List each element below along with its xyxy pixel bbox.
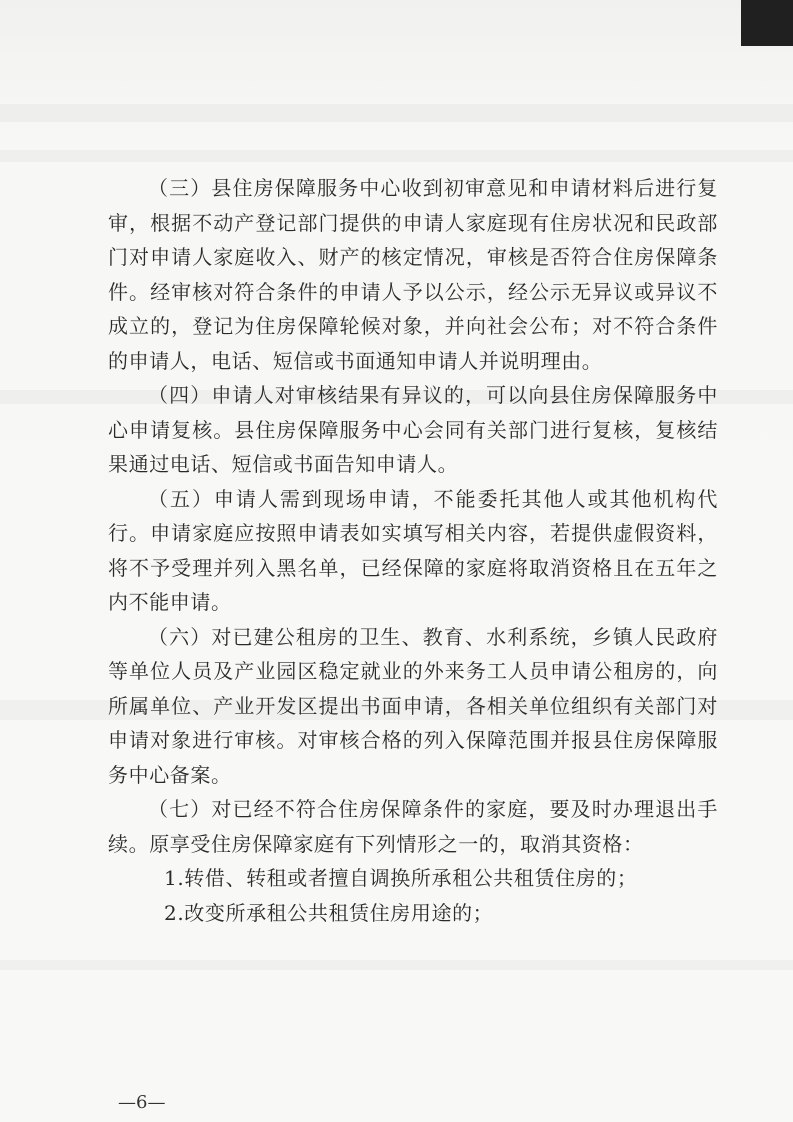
scan-artifact xyxy=(0,960,793,970)
page-number: —6— xyxy=(118,1092,166,1113)
scanner-corner-mark xyxy=(741,0,793,46)
list-item-1: 1.转借、转租或者擅自调换所承租公共租赁住房的； xyxy=(164,866,638,890)
paragraph-3: （三）县住房保障服务中心收到初审意见和申请材料后进行复审，根据不动产登记部门提供的申请人家庭现有住房状况和民政部门对申请人家庭收入、财产的核定情况，审核是否符合住房保障条件。经审核对符合条件的申请人予以公示，经公示无异议或异议不成立的，登记为住房保障轮候对象，并向社会公布；对不符合条件的申请人，电话、短信或书面通知申请人并说明理由。 xyxy=(108,176,718,373)
paragraph-4: （四）申请人对审核结果有异议的，可以向县住房保障服务中心申请复核。县住房保障服务中心会同有关部门进行复核，复核结果通过电话、短信或书面告知申请人。 xyxy=(108,383,718,476)
paragraph-5: （五）申请人需到现场申请，不能委托其他人或其他机构代行。申请家庭应按照申请表如实填写相关内容，若提供虚假资料，将不予受理并列入黑名单，已经保障的家庭将取消资格且在五年之内不能申请。 xyxy=(108,486,718,614)
paragraph-7: （七）对已经不符合住房保障条件的家庭，要及时办理退出手续。原享受住房保障家庭有下列情形之一的，取消其资格： xyxy=(108,797,718,856)
document-body xyxy=(108,171,718,930)
list-item-2: 2.改变所承租公共租赁住房用途的； xyxy=(164,900,494,925)
scan-artifact xyxy=(0,104,793,122)
paragraph-6: （六）对已建公租房的卫生、教育、水利系统，乡镇人民政府等单位人员及产业园区稳定就业的外来务工人员申请公租房的，向所属单位、产业开发区提出书面申请，各相关单位组织有关部门对申请对象进行审核。对审核合格的列入保障范围并报县住房保障服务中心备案。 xyxy=(108,624,718,787)
scan-artifact xyxy=(0,150,793,162)
